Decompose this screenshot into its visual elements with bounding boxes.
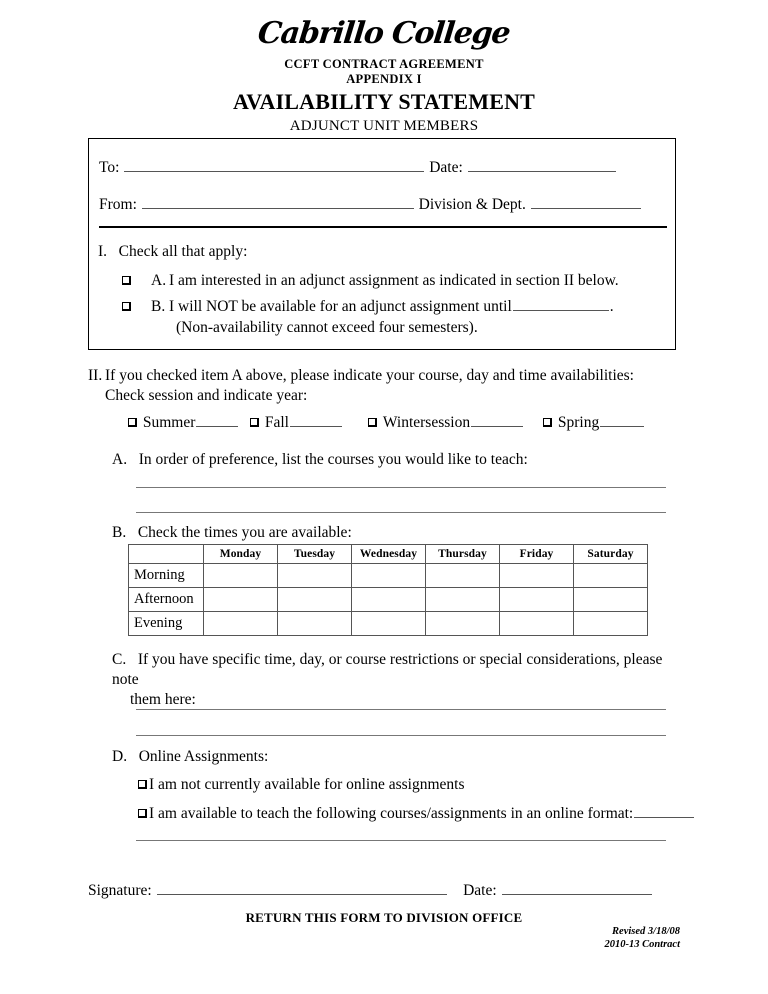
section1-item-b-letter: B. (151, 298, 166, 315)
session-spring-label: Spring (557, 414, 600, 431)
online-courses-line[interactable] (136, 840, 666, 841)
section2-heading (88, 366, 688, 406)
section1-item-a (122, 270, 619, 291)
section1-item-b (122, 296, 614, 338)
recipient-and-section1-box (88, 138, 676, 350)
section2-item-d-text: Online Assignments: (138, 748, 269, 765)
cell-morning-wednesday[interactable] (352, 564, 426, 588)
table-header-monday: Monday (204, 545, 278, 564)
cell-evening-friday[interactable] (500, 612, 574, 636)
cell-evening-tuesday[interactable] (278, 612, 352, 636)
appendix-line: APPENDIX I (346, 72, 422, 86)
from-label: From: (99, 196, 137, 213)
section2-item-d-letter: D. (112, 748, 128, 765)
from-division-row (99, 194, 642, 215)
online-option-available-label: I am available to teach the following courses/assignments in an online format: (149, 805, 634, 822)
cell-afternoon-thursday[interactable] (426, 588, 500, 612)
session-fall-year-input[interactable] (290, 412, 342, 427)
cell-morning-saturday[interactable] (574, 564, 648, 588)
session-spring-year-input[interactable] (600, 412, 644, 427)
online-option-available (138, 803, 695, 824)
table-header-wednesday: Wednesday (352, 545, 426, 564)
restrictions-line-1[interactable] (136, 709, 666, 710)
footer-date-input[interactable] (502, 880, 652, 895)
section1-item-b-note: (Non-availability cannot exceed four semesters). (176, 319, 478, 336)
section1-item-b-input[interactable] (513, 296, 609, 311)
section2-item-a-letter: A. (112, 451, 128, 468)
cell-afternoon-monday[interactable] (204, 588, 278, 612)
return-notice: RETURN THIS FORM TO DIVISION OFFICE (245, 910, 523, 925)
section2-item-b-text: Check the times you are available: (137, 524, 352, 541)
table-row (129, 564, 648, 588)
section2-item-b-letter: B. (112, 524, 127, 541)
session-wintersession-year-input[interactable] (471, 412, 523, 427)
table-header-saturday: Saturday (574, 545, 648, 564)
section2-heading-line1 (88, 366, 688, 386)
courses-line-1[interactable] (136, 487, 666, 488)
section2-item-c-letter: C. (112, 651, 127, 668)
section2-item-b (112, 523, 352, 543)
cell-evening-wednesday[interactable] (352, 612, 426, 636)
cell-morning-thursday[interactable] (426, 564, 500, 588)
cabrillo-college-logo: Cabrillo College (256, 16, 512, 51)
checkbox-icon[interactable] (128, 418, 137, 427)
cell-afternoon-wednesday[interactable] (352, 588, 426, 612)
cell-afternoon-saturday[interactable] (574, 588, 648, 612)
table-header-thursday: Thursday (426, 545, 500, 564)
cell-morning-friday[interactable] (500, 564, 574, 588)
section2-item-d (112, 747, 268, 767)
footer-date-label: Date: (463, 882, 497, 899)
checkbox-icon[interactable] (138, 809, 147, 818)
date-input[interactable] (468, 157, 616, 172)
signature-label: Signature: (88, 882, 152, 899)
session-wintersession (368, 412, 543, 433)
to-input[interactable] (124, 157, 424, 172)
to-label: To: (99, 159, 120, 176)
section1-number: I. (98, 243, 108, 260)
date-label: Date: (429, 159, 463, 176)
section2-item-c-text2: them here: (130, 691, 196, 708)
session-summer (128, 412, 250, 433)
section2-item-a-text: In order of preference, list the courses you would like to teach: (138, 451, 528, 468)
session-summer-year-input[interactable] (196, 412, 238, 427)
section1-item-b-text: I will NOT be available for an adjunct assignment until (169, 298, 512, 315)
online-courses-input[interactable] (634, 803, 694, 818)
cell-evening-thursday[interactable] (426, 612, 500, 636)
section2-item-a (112, 450, 528, 470)
cell-evening-monday[interactable] (204, 612, 278, 636)
from-input[interactable] (142, 194, 414, 209)
contract-agreement-line: CCFT CONTRACT AGREEMENT (284, 57, 484, 71)
session-summer-label: Summer (142, 414, 196, 431)
section2-item-c-text1: If you have specific time, day, or course restrictions or special considerations, please note (112, 651, 663, 688)
table-corner-cell (129, 545, 204, 564)
checkbox-icon[interactable] (368, 418, 377, 427)
division-label: Division & Dept. (418, 196, 526, 213)
document-header (0, 0, 768, 136)
signature-row (88, 880, 653, 901)
box-divider (99, 226, 667, 228)
session-wintersession-label: Wintersession (382, 414, 471, 431)
availability-table (128, 544, 648, 636)
cell-afternoon-friday[interactable] (500, 588, 574, 612)
courses-line-2[interactable] (136, 512, 666, 513)
table-row-label-evening: Evening (129, 612, 204, 636)
page-title: AVAILABILITY STATEMENT (232, 89, 536, 114)
section1-heading (98, 242, 247, 262)
online-option-not-available (138, 775, 465, 795)
table-header-row (129, 545, 648, 564)
section1-item-a-text: I am interested in an adjunct assignment as indicated in section II below. (169, 272, 619, 289)
checkbox-icon[interactable] (138, 780, 147, 789)
checkbox-icon[interactable] (122, 302, 131, 311)
division-input[interactable] (531, 194, 641, 209)
checkbox-icon[interactable] (543, 418, 552, 427)
cell-evening-saturday[interactable] (574, 612, 648, 636)
table-header-friday: Friday (500, 545, 574, 564)
table-row (129, 612, 648, 636)
section1-item-b-period: . (609, 298, 614, 315)
restrictions-line-2[interactable] (136, 735, 666, 736)
section2-number: II. (88, 367, 103, 384)
revised-date: Revised 3/18/08 (612, 926, 680, 937)
table-row-label-morning: Morning (129, 564, 204, 588)
table-row-label-afternoon: Afternoon (129, 588, 204, 612)
cell-afternoon-tuesday[interactable] (278, 588, 352, 612)
revision-info (604, 925, 680, 951)
session-spring (543, 412, 645, 433)
session-fall (250, 412, 368, 433)
page-subtitle: ADJUNCT UNIT MEMBERS (289, 118, 479, 134)
to-date-row (99, 157, 617, 178)
checkbox-icon[interactable] (122, 276, 131, 285)
section2-item-c (112, 650, 684, 710)
session-checkbox-row (128, 412, 688, 433)
online-option-not-available-label: I am not currently available for online assignments (149, 776, 465, 793)
session-fall-label: Fall (264, 414, 289, 431)
section1-heading-text: Check all that apply: (118, 243, 248, 260)
table-header-tuesday: Tuesday (278, 545, 352, 564)
section1-item-a-letter: A. (151, 272, 167, 289)
table-row (129, 588, 648, 612)
section2-heading-line2: Check session and indicate year: (105, 387, 308, 404)
checkbox-icon[interactable] (250, 418, 259, 427)
cell-morning-tuesday[interactable] (278, 564, 352, 588)
signature-input[interactable] (157, 880, 447, 895)
section2-heading-text1: If you checked item A above, please indicate your course, day and time availabilities: (105, 367, 634, 384)
cell-morning-monday[interactable] (204, 564, 278, 588)
contract-years: 2010-13 Contract (604, 939, 680, 950)
